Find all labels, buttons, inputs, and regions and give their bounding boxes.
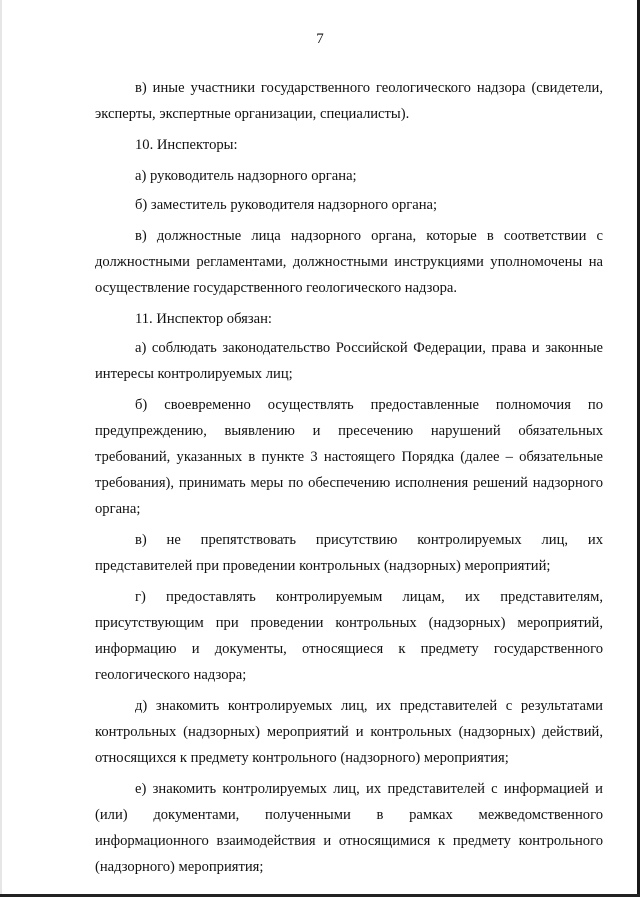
scan-edge-left xyxy=(0,0,2,897)
paragraph-v-participants: в) иные участники государственного геологического надзора (свидетели, эксперты, экспертные организации, специалисты). xyxy=(95,80,603,122)
document-body xyxy=(95,75,603,885)
paragraph-a-head: а) руководитель надзорного органа; xyxy=(135,168,357,184)
page-number: 7 xyxy=(316,31,324,47)
paragraph-10-inspectors: 10. Инспекторы: xyxy=(135,137,238,153)
paragraph-a-comply: а) соблюдать законодательство Российской Федерации, права и законные интересы контролируемых лиц; xyxy=(95,340,603,382)
paragraph-g-provide: г) предоставлять контролируемым лицам, их представителям, присутствующим при проведении контрольных (надзорных) мероприятий, информацию и документы, относящиеся к предмету государственного геологического надзора; xyxy=(95,589,603,683)
paragraph-11-obligations: 11. Инспектор обязан: xyxy=(135,311,272,327)
paragraph-b-exercise: б) своевременно осуществлять предоставленные полномочия по предупреждению, выявлению и пресечению нарушений обязательных требований, указанных в пункте 3 настоящего Порядка (далее – обязательные требования), принимать меры по обеспечению исполнения решений надзорного органа; xyxy=(95,397,603,517)
paragraph-d-acquaint-results: д) знакомить контролируемых лиц, их представителей с результатами контрольных (надзорных) мероприятий и контрольных (надзорных) действий, относящихся к предмету контрольного (надзорного) мероприятия; xyxy=(95,698,603,766)
paragraph-v-not-obstruct: в) не препятствовать присутствию контролируемых лиц, их представителей при проведении контрольных (надзорных) мероприятий; xyxy=(95,532,603,574)
paragraph-e-acquaint-info: е) знакомить контролируемых лиц, их представителей с информацией и (или) документами, полученными в рамках межведомственного информационного взаимодействия и относящимися к предмету контрольного (надзорного) мероприятия; xyxy=(95,781,603,875)
paragraph-v-officials: в) должностные лица надзорного органа, которые в соответствии с должностными регламентами, должностными инструкциями уполномочены на осуществление государственного геологического надзора. xyxy=(95,228,603,296)
paragraph-b-deputy: б) заместитель руководителя надзорного органа; xyxy=(135,197,438,213)
